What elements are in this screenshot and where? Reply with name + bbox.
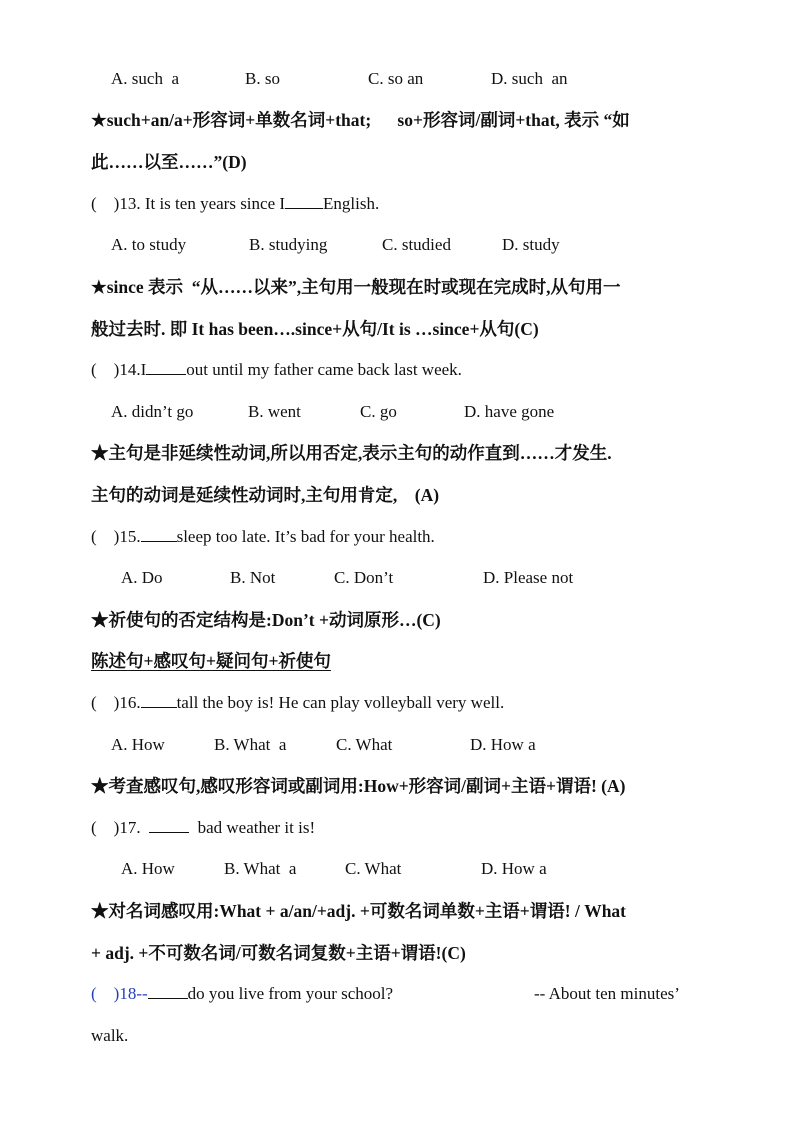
option-d: D. such an <box>491 69 568 88</box>
option-d: D. How a <box>470 735 536 754</box>
explanation-note: 般过去时. 即 It has been….since+从句/It is …since+从句(C) <box>91 319 539 339</box>
option-a: A. Do <box>121 568 163 587</box>
question-stem: 17. <box>119 818 150 837</box>
option-c: C. What <box>336 735 393 754</box>
answer-blank <box>149 817 189 833</box>
answer-blank <box>146 359 186 375</box>
option-a: A. such a <box>111 69 179 88</box>
sentence-types-heading: 陈述句+感叹句+疑问句+祈使句 <box>91 651 331 671</box>
option-d: D. have gone <box>464 402 555 421</box>
option-a: A. didn’t go <box>111 402 194 421</box>
question-stem-end: out until my father came back last week. <box>186 360 462 379</box>
answer-blank <box>285 193 323 209</box>
question-stem: 14.I <box>119 360 147 379</box>
answer-paren: ( ) <box>91 818 120 837</box>
option-d: D. Please not <box>483 568 574 587</box>
question-stem-end: bad weather it is! <box>189 818 316 837</box>
question-17 <box>91 817 315 839</box>
option-b: B. What a <box>224 859 297 878</box>
answer-paren: ( ) <box>91 984 120 1003</box>
question-stem-end: tall the boy is! He can play volleyball very well. <box>176 693 505 712</box>
option-a: A. How <box>121 859 175 878</box>
answer-paren: ( ) <box>91 194 120 213</box>
explanation-note: 主句的动词是延续性动词时,主句用肯定, (A) <box>91 485 440 505</box>
question-14 <box>91 359 462 381</box>
question-stem: 13. It is ten years since I <box>119 194 286 213</box>
option-b: B. went <box>248 402 301 421</box>
question-stem-end: sleep too late. It’s bad for your health. <box>176 527 435 546</box>
dialogue-answer-continuation: walk. <box>91 1026 129 1045</box>
option-a: A. How <box>111 735 165 754</box>
question-15 <box>91 526 435 548</box>
option-b: B. What a <box>214 735 287 754</box>
option-d: D. How a <box>481 859 547 878</box>
explanation-note: ★such+an/a+形容词+单数名词+that; so+形容词/副词+that, 表示 “如 <box>91 110 630 130</box>
question-stem: 16. <box>119 693 141 712</box>
answer-blank <box>148 983 188 999</box>
explanation-note: ★主句是非延续性动词,所以用否定,表示主句的动作直到……才发生. <box>91 443 612 463</box>
option-c: C. Don’t <box>334 568 394 587</box>
explanation-note: ★对名词感叹用:What + a/an/+adj. +可数名词单数+主语+谓语! / What <box>91 901 627 921</box>
option-c: C. go <box>360 402 397 421</box>
answer-paren: ( ) <box>91 527 120 546</box>
explanation-note: ★祈使句的否定结构是:Don’t +动词原形…(C) <box>91 610 441 630</box>
option-c: C. so an <box>368 69 424 88</box>
option-c: C. What <box>345 859 402 878</box>
question-13 <box>91 193 379 215</box>
question-stem-end: English. <box>323 194 380 213</box>
question-stem-end: do you live from your school? <box>187 984 394 1003</box>
option-b: B. Not <box>230 568 276 587</box>
answer-paren: ( ) <box>91 693 120 712</box>
option-a: A. to study <box>111 235 187 254</box>
question-16 <box>91 692 504 714</box>
question-stem: 15. <box>119 527 141 546</box>
question-stem: 18-- <box>119 984 148 1003</box>
option-d: D. study <box>502 235 560 254</box>
option-b: B. studying <box>249 235 328 254</box>
answer-blank <box>141 692 177 708</box>
explanation-note: 此……以至……”(D) <box>91 152 247 172</box>
answer-paren: ( ) <box>91 360 120 379</box>
question-18 <box>91 983 393 1005</box>
explanation-note: ★考查感叹句,感叹形容词或副词用:How+形容词/副词+主语+谓语! (A) <box>91 776 626 796</box>
option-c: C. studied <box>382 235 451 254</box>
option-b: B. so <box>245 69 280 88</box>
explanation-note: ★since 表示 “从……以来”,主句用一般现在时或现在完成时,从句用一 <box>91 277 621 297</box>
dialogue-answer: -- About ten minutes’ <box>534 984 680 1003</box>
answer-blank <box>141 526 177 542</box>
explanation-note: + adj. +不可数名词/可数名词复数+主语+谓语!(C) <box>91 943 466 963</box>
